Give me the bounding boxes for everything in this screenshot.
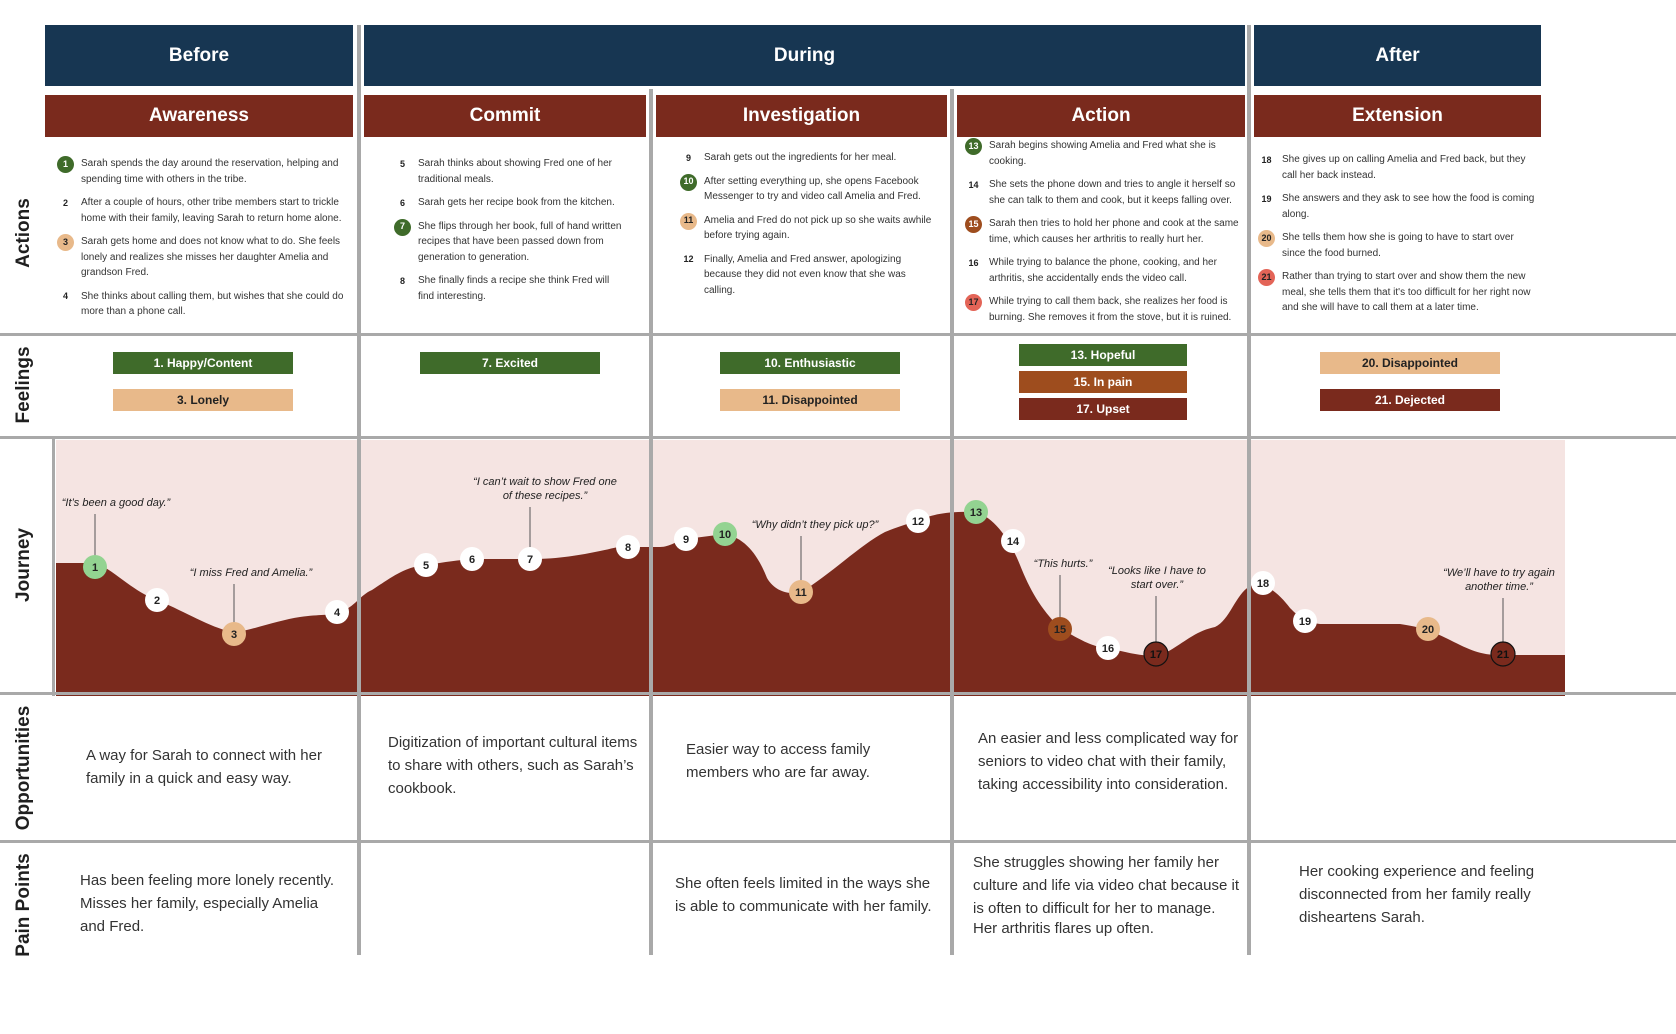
action-number-badge: 10 xyxy=(680,174,697,191)
action-item-15 xyxy=(965,216,1240,247)
actions-action xyxy=(965,138,1240,333)
feeling-tag: 7. Excited xyxy=(420,352,600,374)
action-number-badge: 18 xyxy=(1261,154,1272,165)
feeling-tag: 17. Upset xyxy=(1019,398,1187,420)
journey-point-20 xyxy=(1416,617,1440,641)
divider-journey-left xyxy=(52,436,55,696)
journey-point-18 xyxy=(1251,571,1275,595)
action-number-badge: 8 xyxy=(399,275,405,286)
journey-point-2 xyxy=(145,588,169,612)
journey-quote: “Why didn’t they pick up?” xyxy=(751,519,879,531)
journey-point-13 xyxy=(964,500,988,524)
journey-quote: another time.” xyxy=(1465,581,1533,593)
opportunity-awareness: A way for Sarah to connect with her family in a quick and easy way. xyxy=(86,747,322,787)
action-number-badge: 19 xyxy=(1261,193,1272,204)
journey-point-label: 2 xyxy=(153,595,161,607)
action-text: Sarah spends the day around the reservation, helping and spending time with others in the tribe. xyxy=(81,158,339,185)
action-text: While trying to call them back, she realizes her food is burning. She removes it from the stove, but it is ruined. xyxy=(989,296,1232,323)
stage-investigation: Investigation xyxy=(656,95,947,137)
feeling-tag: 15. In pain xyxy=(1019,371,1187,393)
action-text: After a couple of hours, other tribe members start to trickle home with their family, leaving Sarah to return home alone. xyxy=(81,197,342,224)
action-item-9 xyxy=(680,150,938,166)
action-text: Sarah gets home and does not know what to do. She feels lonely and realizes she misses her daughter Amelia and grandson Fred. xyxy=(81,236,341,278)
action-text: After setting everything up, she opens Facebook Messenger to try and video call Amelia and Fred. xyxy=(704,175,921,202)
journey-point-5 xyxy=(414,553,438,577)
journey-point-label: 16 xyxy=(1101,643,1115,655)
journey-point-label: 7 xyxy=(526,554,534,566)
stage-action: Action xyxy=(957,95,1245,137)
journey-point-label: 9 xyxy=(682,534,690,546)
action-number-badge: 12 xyxy=(683,254,694,265)
journey-point-21 xyxy=(1491,642,1515,666)
journey-point-label: 18 xyxy=(1256,578,1270,590)
journey-point-9 xyxy=(674,527,698,551)
row-label-opportunities: Opportunities xyxy=(13,705,34,831)
feeling-tag: 11. Disappointed xyxy=(720,389,900,411)
action-number-badge: 6 xyxy=(399,197,405,208)
action-text: She flips through her book, full of hand written recipes that have been passed down from generation to generation. xyxy=(418,220,622,263)
row-label-pain-points: Pain Points xyxy=(13,853,34,957)
journey-point-8 xyxy=(616,535,640,559)
action-text: Sarah then tries to hold her phone and cook at the same time, which causes her arthritis to really hurt her. xyxy=(989,218,1239,245)
opportunity-investigation: Easier way to access family members who are far away. xyxy=(686,741,871,781)
action-text: She answers and they ask to see how the food is coming along. xyxy=(1282,193,1535,220)
action-item-21 xyxy=(1258,269,1538,316)
divider-journey-opportunities xyxy=(0,692,1676,695)
journey-point-label: 12 xyxy=(911,516,925,528)
journey-point-19 xyxy=(1293,609,1317,633)
journey-point-14 xyxy=(1001,529,1025,553)
action-number-badge: 20 xyxy=(1258,230,1275,247)
journey-point-label: 1 xyxy=(91,562,99,574)
action-number-badge: 16 xyxy=(968,257,979,268)
divider-actions-feelings xyxy=(0,333,1676,336)
action-item-4 xyxy=(57,289,345,320)
actions-extension xyxy=(1258,152,1538,324)
action-item-14 xyxy=(965,177,1240,208)
action-text: Amelia and Fred do not pick up so she waits awhile before trying again. xyxy=(704,214,932,241)
action-text: She thinks about calling them, but wishes that she could do more than a phone call. xyxy=(81,290,344,317)
journey-quote: “We’ll have to try again xyxy=(1443,567,1555,579)
opportunity-commit: Digitization of important cultural items to share with others, such as Sarah’s cookbook. xyxy=(388,734,638,797)
action-item-3 xyxy=(57,234,345,281)
journey-quote: of these recipes.” xyxy=(502,490,588,502)
journey-point-label: 11 xyxy=(795,587,807,599)
painpoint-awareness: Has been feeling more lonely recently. Misses her family, especially Amelia and Fred. xyxy=(80,872,335,935)
action-text: She gives up on calling Amelia and Fred back, but they call her back instead. xyxy=(1282,154,1526,181)
divider-col-4 xyxy=(1247,25,1251,955)
journey-point-11 xyxy=(789,580,813,604)
opportunity-action: An easier and less complicated way for seniors to video chat with their family, taking accessibility into consideration. xyxy=(978,730,1239,793)
divider-col-3 xyxy=(950,89,954,955)
action-item-6 xyxy=(394,195,626,211)
phase-before: Before xyxy=(45,25,353,86)
action-number-badge: 3 xyxy=(57,234,74,251)
journey-point-label: 4 xyxy=(333,607,341,619)
action-number-badge: 21 xyxy=(1258,269,1275,286)
action-number-badge: 13 xyxy=(965,138,982,155)
painpoint-action: She struggles showing her family her culture and life via video chat because it is often to difficult for her to manage. xyxy=(973,854,1239,917)
action-number-badge: 7 xyxy=(394,219,411,236)
journey-quote: “I miss Fred and Amelia.” xyxy=(189,567,313,579)
action-item-2 xyxy=(57,195,345,226)
action-item-7 xyxy=(394,219,626,266)
journey-point-17 xyxy=(1144,642,1168,666)
journey-point-1 xyxy=(83,555,107,579)
journey-point-label: 15 xyxy=(1053,624,1067,636)
action-item-11 xyxy=(680,213,938,244)
journey-point-label: 6 xyxy=(468,554,476,566)
divider-col-1 xyxy=(357,25,361,955)
action-text: Finally, Amelia and Fred answer, apologizing because they did not even know that she was calling. xyxy=(704,253,906,296)
feeling-tag: 20. Disappointed xyxy=(1320,352,1500,374)
feeling-tag: 13. Hopeful xyxy=(1019,344,1187,366)
journey-point-12 xyxy=(906,509,930,533)
action-text: Rather than trying to start over and show them the new meal, she tells them that it's too difficult for her right now and she will have to call them at a later time. xyxy=(1282,271,1531,313)
phase-after: After xyxy=(1254,25,1541,86)
journey-point-label: 10 xyxy=(718,529,732,541)
journey-point-10 xyxy=(713,522,737,546)
actions-commit xyxy=(394,156,626,312)
action-item-17 xyxy=(965,294,1240,325)
stage-extension: Extension xyxy=(1254,95,1541,137)
journey-point-label: 14 xyxy=(1006,536,1020,548)
action-item-16 xyxy=(965,255,1240,286)
action-text: Sarah thinks about showing Fred one of her traditional meals. xyxy=(418,158,613,185)
action-number-badge: 1 xyxy=(57,156,74,173)
journey-point-label: 13 xyxy=(969,507,983,519)
action-text: Sarah gets her recipe book from the kitchen. xyxy=(418,197,615,208)
journey-point-7 xyxy=(518,547,542,571)
action-text: She finally finds a recipe she think Fred will find interesting. xyxy=(418,275,610,302)
action-number-badge: 9 xyxy=(685,152,691,163)
journey-point-4 xyxy=(325,600,349,624)
divider-col-2 xyxy=(649,89,653,955)
journey-quote: “This hurts.” xyxy=(1033,558,1093,570)
journey-point-label: 3 xyxy=(230,629,238,641)
feeling-tag: 1. Happy/Content xyxy=(113,352,293,374)
journey-point-6 xyxy=(460,547,484,571)
journey-point-16 xyxy=(1096,636,1120,660)
journey-point-label: 5 xyxy=(422,560,430,572)
journey-point-label: 19 xyxy=(1298,616,1312,628)
row-label-journey: Journey xyxy=(13,528,34,602)
journey-quote: start over.” xyxy=(1130,579,1184,591)
feeling-tag: 3. Lonely xyxy=(113,389,293,411)
action-item-1 xyxy=(57,156,345,187)
phase-during: During xyxy=(364,25,1245,86)
actions-awareness xyxy=(57,156,345,328)
journey-quote: “Looks like I have to xyxy=(1108,565,1206,577)
action-item-12 xyxy=(680,252,938,299)
action-item-19 xyxy=(1258,191,1538,222)
action-number-badge: 15 xyxy=(965,216,982,233)
journey-point-label: 21 xyxy=(1496,649,1510,661)
journey-quote: “I can’t wait to show Fred one xyxy=(473,476,617,488)
action-item-10 xyxy=(680,174,938,205)
action-text: While trying to balance the phone, cooking, and her arthritis, she accidentally ends the video call. xyxy=(989,257,1217,284)
action-item-5 xyxy=(394,156,626,187)
action-item-13 xyxy=(965,138,1240,169)
journey-point-15 xyxy=(1048,617,1072,641)
action-number-badge: 17 xyxy=(965,294,982,311)
action-text: Sarah begins showing Amelia and Fred what she is cooking. xyxy=(989,140,1216,167)
feeling-tag: 21. Dejected xyxy=(1320,389,1500,411)
journey-quote: “It’s been a good day.” xyxy=(61,497,171,509)
journey-point-label: 17 xyxy=(1149,649,1163,661)
action-text: She sets the phone down and tries to angle it herself so she can talk to them and cook, but it keeps falling over. xyxy=(989,179,1236,206)
action-number-badge: 11 xyxy=(680,213,697,230)
action-number-badge: 5 xyxy=(399,158,405,169)
journey-point-label: 20 xyxy=(1421,624,1435,636)
journey-point-label: 8 xyxy=(624,542,632,554)
action-text: Sarah gets out the ingredients for her meal. xyxy=(704,152,897,163)
action-text: She tells them how she is going to have to start over since the food burned. xyxy=(1282,232,1514,259)
action-item-18 xyxy=(1258,152,1538,183)
divider-opportunities-painpoints xyxy=(0,840,1676,843)
painpoint-extension: Her cooking experience and feeling disconnected from her family really disheartens Sarah. xyxy=(1299,863,1535,926)
row-label-feelings: Feelings xyxy=(13,346,34,424)
divider-feelings-journey xyxy=(0,436,1676,439)
action-number-badge: 2 xyxy=(62,197,68,208)
actions-investigation xyxy=(680,150,938,306)
row-label-actions: Actions xyxy=(13,198,34,268)
painpoint-investigation: She often feels limited in the ways she is able to communicate with her family. xyxy=(675,875,932,915)
feeling-tag: 10. Enthusiastic xyxy=(720,352,900,374)
stage-commit: Commit xyxy=(364,95,646,137)
action-item-8 xyxy=(394,273,626,304)
action-number-badge: 14 xyxy=(968,179,979,190)
painpoint-action-extra: Her arthritis flares up often. xyxy=(973,920,1154,937)
stage-awareness: Awareness xyxy=(45,95,353,137)
action-item-20 xyxy=(1258,230,1538,261)
action-number-badge: 4 xyxy=(62,291,68,302)
journey-point-3 xyxy=(222,622,246,646)
